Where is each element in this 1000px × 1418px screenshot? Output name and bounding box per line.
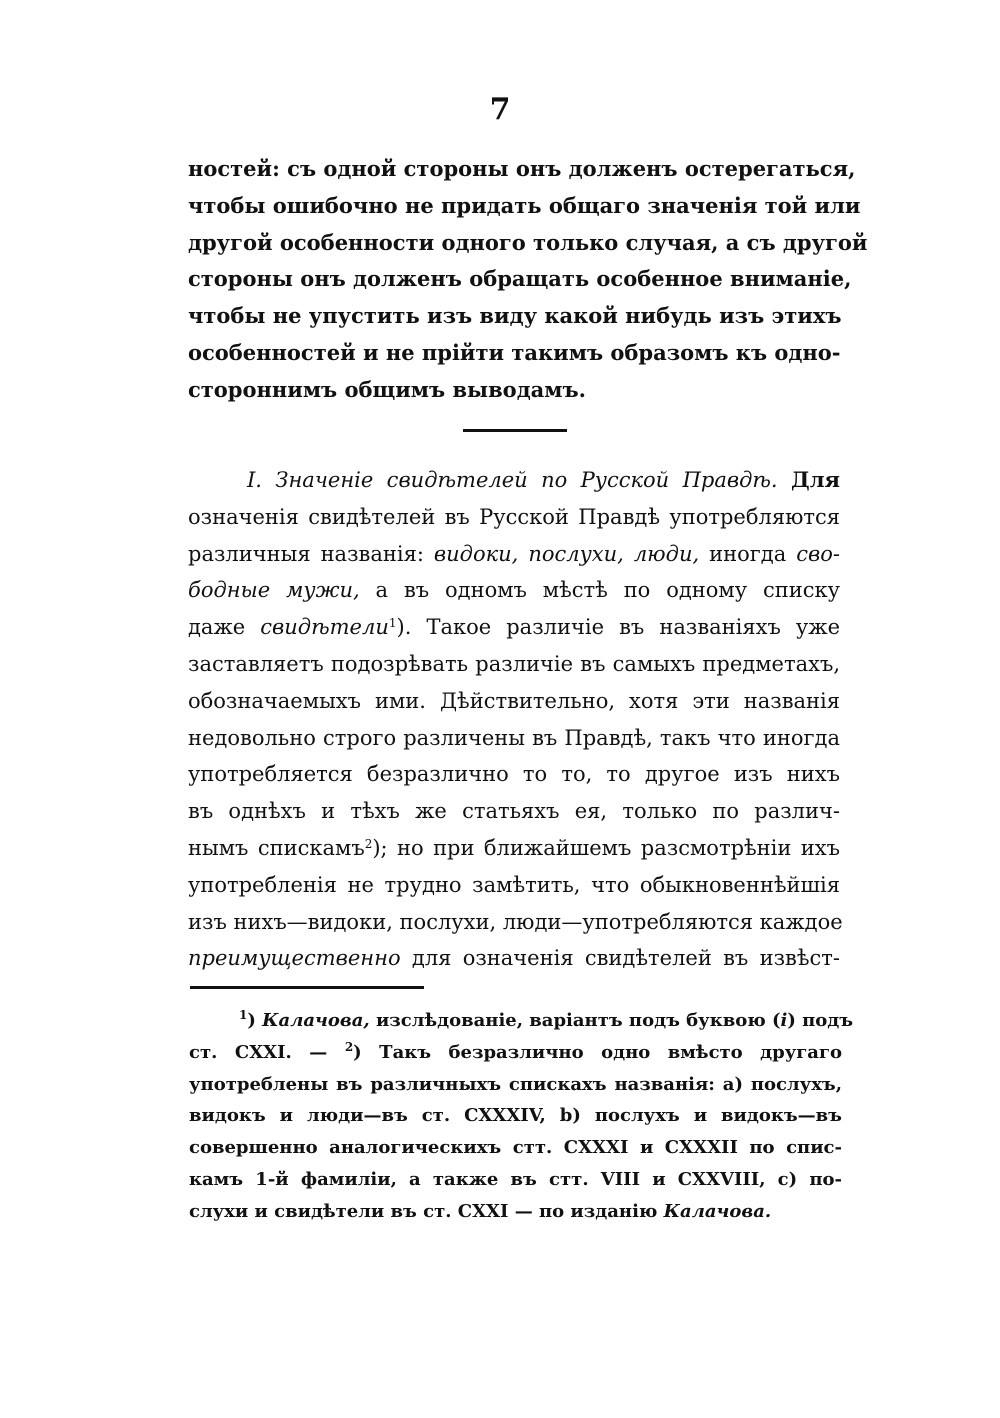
intro-line: ностей: съ одной стороны онъ долженъ остерегаться, <box>188 156 856 181</box>
footnote-ref-2: 2 <box>364 836 373 851</box>
intro-line: особенностей и не прійти такимъ образомъ къ одно- <box>188 339 841 365</box>
body-line: употребляется безразлично то то, то другое изъ нихъ <box>188 762 840 787</box>
body-line: недовольно строго различены въ Правдѣ, такъ что иногда <box>188 725 840 750</box>
intro-line: стороны онъ долженъ обращать особенное вниманіе, <box>188 266 852 292</box>
term-svobodnye-muzhi: бодные мужи, <box>188 578 360 603</box>
footnote-mark-1: 1 <box>239 1008 248 1022</box>
body-line <box>188 830 840 867</box>
text-run: различныя названія: <box>188 541 424 566</box>
intro-line: другой особенности одного только случая, а съ другой <box>188 229 868 255</box>
text-run: а въ одномъ мѣстѣ по одному списку <box>375 578 840 603</box>
body-line <box>188 609 840 646</box>
section-lead-word: Для <box>791 467 841 492</box>
intro-line: чтобы ошибочно не придать общаго значенія той или <box>188 192 861 218</box>
term-lyudi: люди, <box>633 541 700 566</box>
section-paragraph <box>188 462 843 977</box>
author-kalachov: Калачова, <box>262 1010 370 1031</box>
section-number: I. <box>247 468 262 492</box>
text-run: слухи и свидѣтели въ ст. CXXI — по изданію <box>189 1200 658 1222</box>
intro-line: чтобы не упустить изъ виду какой нибудь изъ этихъ <box>188 303 842 329</box>
term-preimushchestvenno: преимущественно <box>188 946 401 971</box>
footnote-line <box>189 1037 842 1069</box>
page-number: 7 <box>489 92 511 127</box>
intro-line: стороннимъ общимъ выводамъ. <box>188 376 586 402</box>
intro-paragraph <box>188 151 868 409</box>
body-line <box>188 536 840 573</box>
body-line <box>188 940 840 977</box>
variant-letter: i <box>780 1010 788 1031</box>
text-run: нымъ спискамъ <box>188 835 365 860</box>
body-line: употребленія не трудно замѣтить, что обыкновеннѣйшія <box>188 872 840 897</box>
text-run: для означенія свидѣтелей въ извѣст- <box>411 946 840 971</box>
term-vidoki: видоки, <box>433 541 519 566</box>
term-poslukhi: послухи, <box>528 541 624 566</box>
footnote-line: видокъ и люди—въ ст. CXXXIV, b) послухъ и видокъ—въ <box>189 1105 842 1127</box>
text-run: ст. CXXI. — <box>189 1041 328 1063</box>
term-svideteli: свидѣтели <box>260 615 389 640</box>
section-divider <box>463 429 567 432</box>
footnote-divider <box>190 986 424 989</box>
text-run: ) Такъ безразлично одно вмѣсто другаго <box>353 1041 843 1063</box>
footnote-ref-1: 1 <box>388 616 397 631</box>
body-line: означенія свидѣтелей въ Русской Правдѣ употребляются <box>188 504 840 529</box>
text-run: ) <box>247 1010 256 1031</box>
footnote-line: совершенно аналогическихъ стт. CXXXI и CXXXII по спис- <box>189 1137 842 1159</box>
text-run: изслѣдованіе, варіантъ подъ буквою ( <box>375 1010 781 1031</box>
text-run: даже <box>188 615 246 640</box>
footnote-line: употреблены въ различныхъ спискахъ названія: a) послухъ, <box>189 1073 842 1095</box>
term-svobodnye-part: сво- <box>796 541 840 566</box>
footnote-line <box>189 1005 854 1037</box>
body-line: изъ нихъ—видоки, послухи, люди—употребляются каждое <box>188 909 843 934</box>
section-title: Значеніе свидѣтелей по Русской Правдѣ. <box>275 468 778 492</box>
footnote-line <box>189 1196 842 1228</box>
body-line: въ однѣхъ и тѣхъ же статьяхъ ея, только по различ- <box>188 799 840 824</box>
footnote-line: камъ 1-й фамиліи, а также въ стт. VIII и CXXVIII, c) по- <box>189 1168 842 1190</box>
footnotes <box>189 1005 854 1228</box>
author-kalachov: Калачова. <box>663 1200 772 1222</box>
body-line: обозначаемыхъ ими. Дѣйствительно, хотя эти названія <box>188 688 840 713</box>
text-run: ) подъ <box>787 1010 854 1031</box>
section-heading-line <box>188 462 840 499</box>
text-run: ). Такое различіе въ названіяхъ уже <box>396 615 840 640</box>
footnote-mark-2: 2 <box>344 1039 354 1054</box>
body-line: заставляетъ подозрѣвать различіе въ самыхъ предметахъ, <box>188 651 840 676</box>
text-run: ); но при ближайшемъ разсмотрѣніи ихъ <box>372 835 840 860</box>
body-line <box>188 572 840 609</box>
text-run: иногда <box>709 541 787 566</box>
